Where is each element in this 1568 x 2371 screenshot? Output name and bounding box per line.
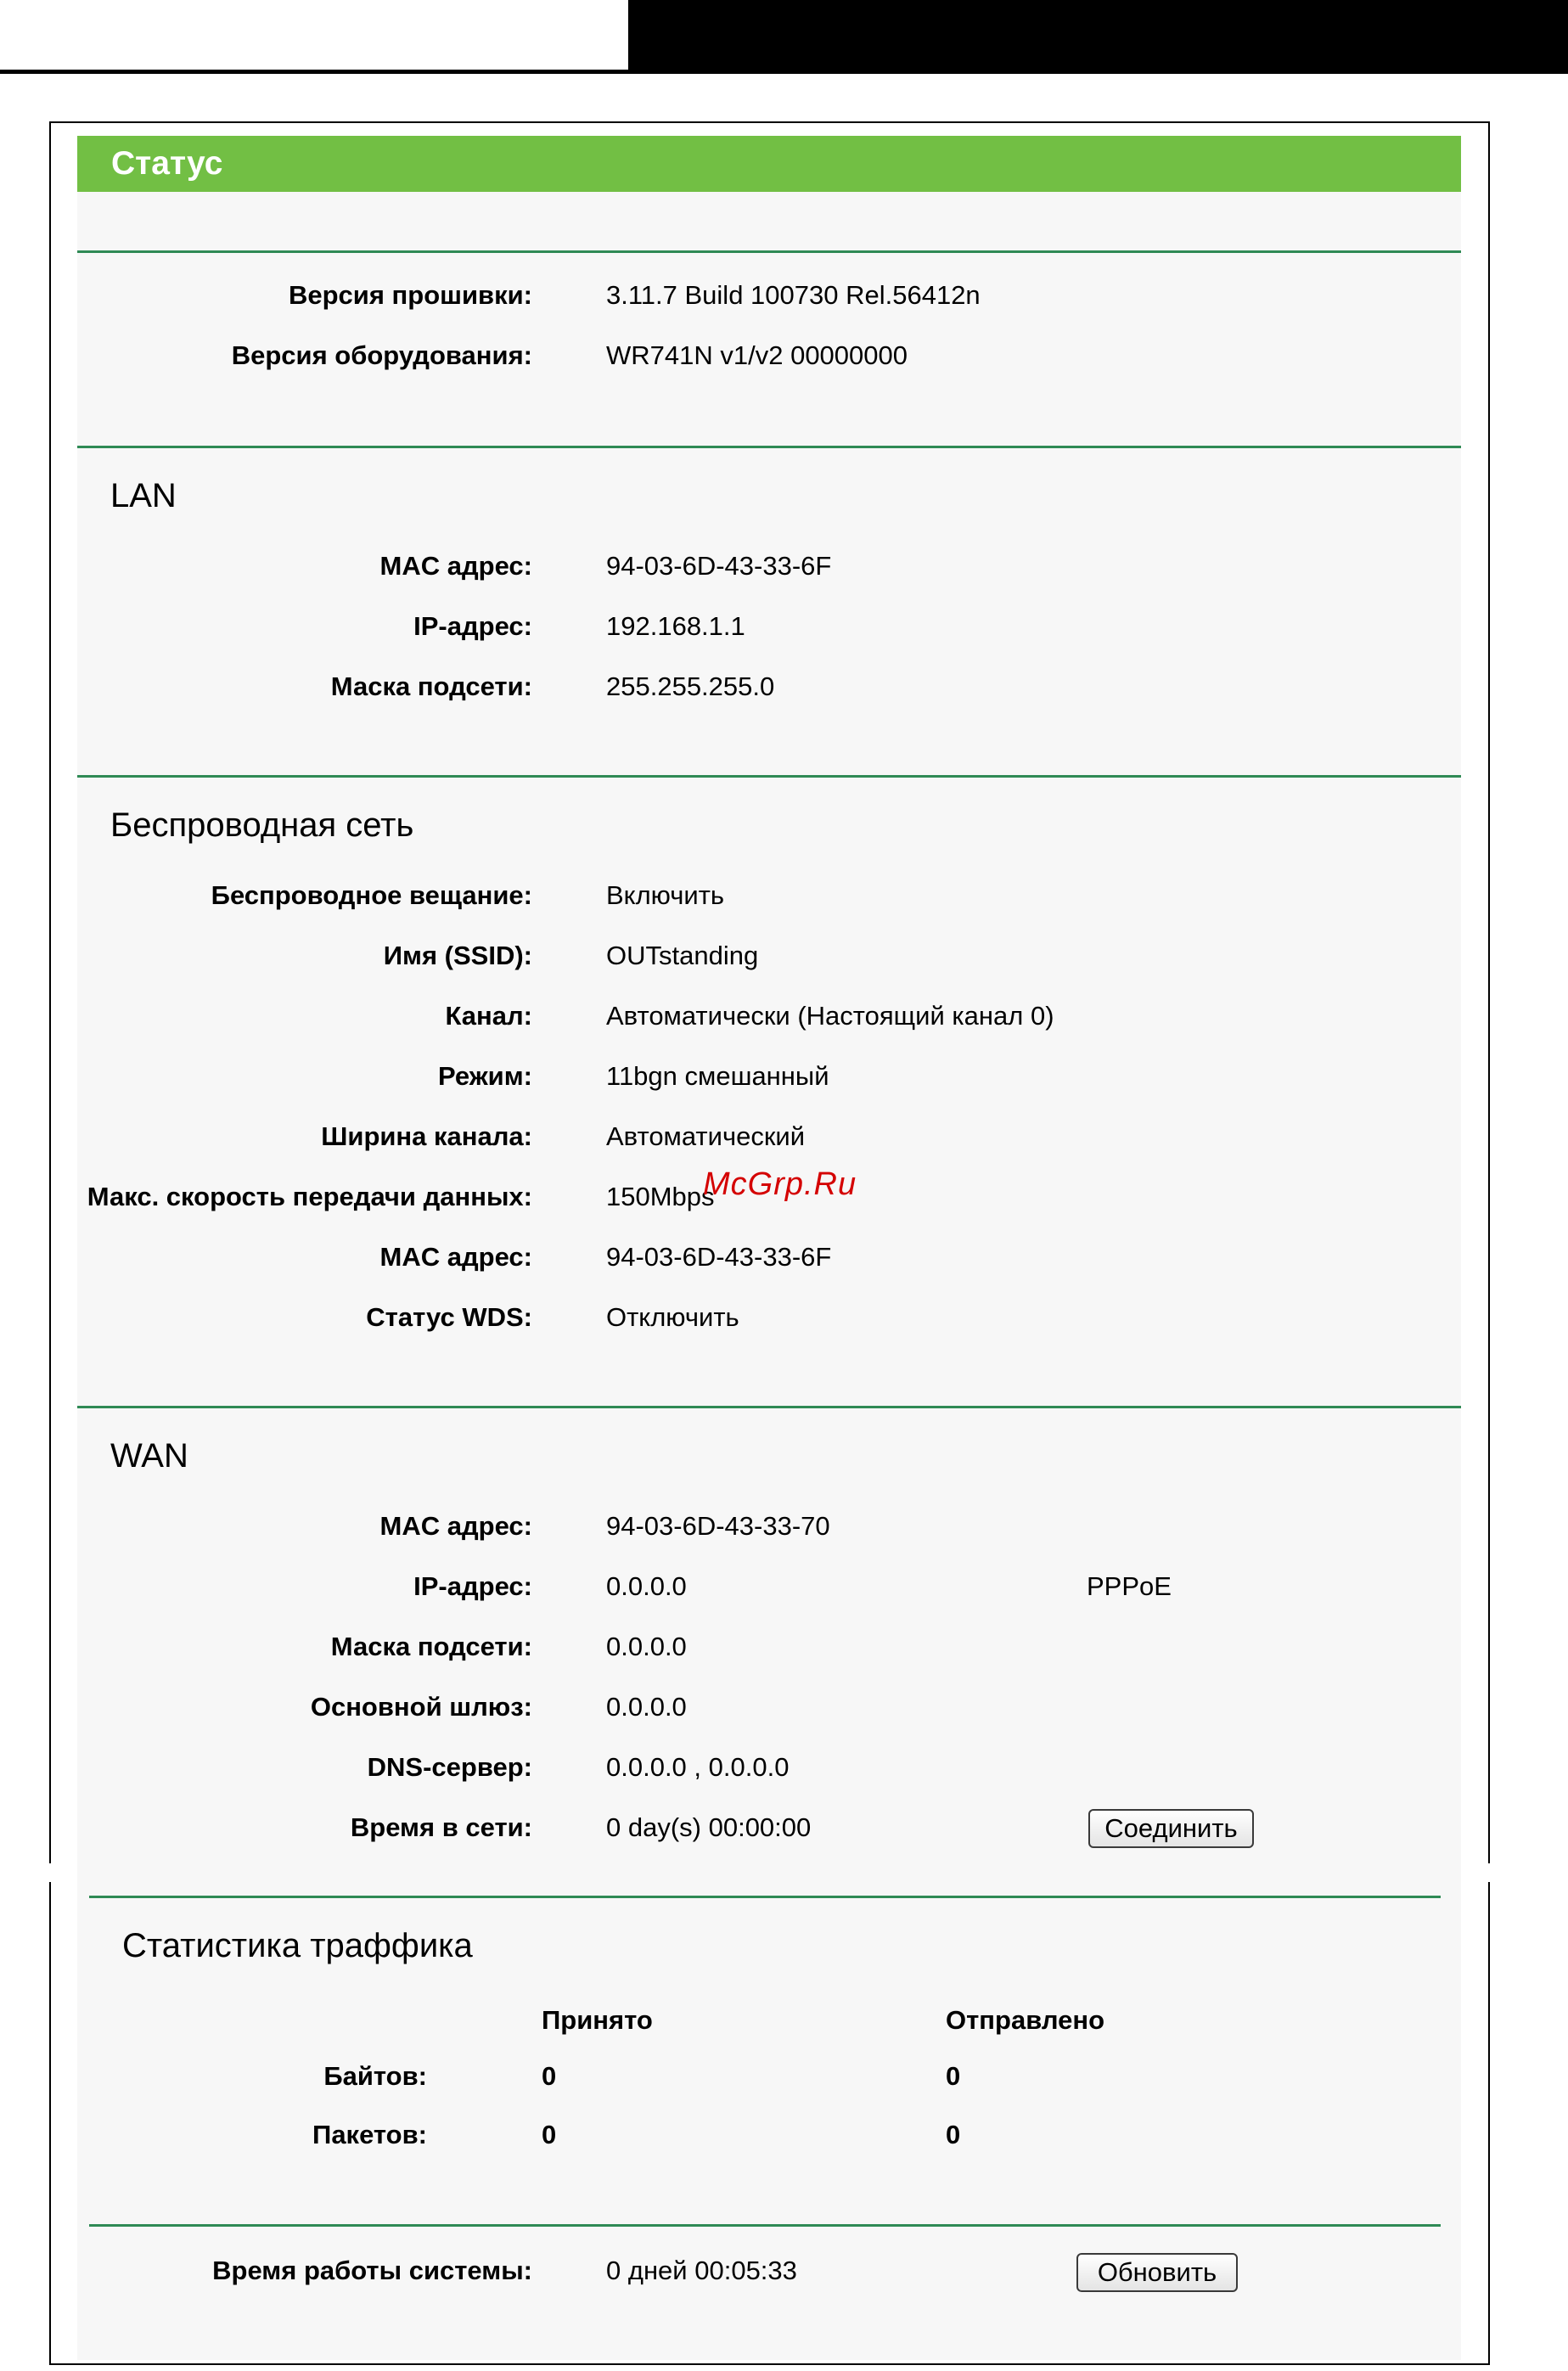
header-black-block xyxy=(628,0,1568,74)
status-title-bar xyxy=(77,136,1461,192)
firmware-version-value: 3.11.7 Build 100730 Rel.56412n xyxy=(606,280,981,310)
uptime-label: Время работы системы: xyxy=(212,2256,532,2285)
wan-mac-label: MAC адрес: xyxy=(379,1511,532,1541)
divider xyxy=(89,1896,1441,1898)
hardware-version-label: Версия оборудования: xyxy=(231,340,532,370)
lan-ip-value: 192.168.1.1 xyxy=(606,611,745,641)
wan-mask-value: 0.0.0.0 xyxy=(606,1632,687,1661)
frame-gap-left xyxy=(46,1863,54,1882)
traffic-packets-sent: 0 xyxy=(946,2120,961,2149)
divider xyxy=(77,250,1461,253)
traffic-bytes-received: 0 xyxy=(542,2061,557,2091)
divider xyxy=(77,775,1461,778)
divider xyxy=(89,2224,1441,2227)
traffic-received-header: Принято xyxy=(542,2005,653,2035)
wan-dns-value: 0.0.0.0 , 0.0.0.0 xyxy=(606,1752,790,1782)
wireless-wds-label: Статус WDS: xyxy=(366,1302,532,1332)
wan-dns-label: DNS-сервер: xyxy=(367,1752,532,1782)
wireless-mac-value: 94-03-6D-43-33-6F xyxy=(606,1242,832,1272)
lan-mac-value: 94-03-6D-43-33-6F xyxy=(606,551,832,581)
wireless-ssid-label: Имя (SSID): xyxy=(383,941,532,970)
wireless-rate-value: 150Mbps xyxy=(606,1182,715,1211)
wireless-mode-value: 11bgn смешанный xyxy=(606,1061,829,1091)
wan-online-time-label: Время в сети: xyxy=(350,1812,532,1842)
page-title: Статус xyxy=(111,145,223,182)
connect-button[interactable]: Соединить xyxy=(1088,1809,1254,1848)
traffic-packets-received: 0 xyxy=(542,2120,557,2149)
wireless-width-label: Ширина канала: xyxy=(321,1121,532,1151)
traffic-bytes-sent: 0 xyxy=(946,2061,961,2091)
hardware-version-value: WR741N v1/v2 00000000 xyxy=(606,340,908,370)
header-rule xyxy=(0,70,628,74)
divider xyxy=(77,1406,1461,1408)
wan-mask-label: Маска подсети: xyxy=(330,1632,532,1661)
traffic-packets-label: Пакетов: xyxy=(312,2120,427,2149)
firmware-version-label: Версия прошивки: xyxy=(288,280,532,310)
uptime-value: 0 дней 00:05:33 xyxy=(606,2256,797,2285)
traffic-sent-header: Отправлено xyxy=(946,2005,1105,2035)
wan-gateway-value: 0.0.0.0 xyxy=(606,1692,687,1722)
wireless-radio-label: Беспроводное вещание: xyxy=(211,880,532,910)
wireless-ssid-value: OUTstanding xyxy=(606,941,759,970)
wireless-rate-label: Макс. скорость передачи данных: xyxy=(87,1182,532,1211)
refresh-button[interactable]: Обновить xyxy=(1076,2253,1238,2292)
watermark-text: McGrp.Ru xyxy=(703,1166,857,1202)
wireless-width-value: Автоматический xyxy=(606,1121,806,1151)
wan-mac-value: 94-03-6D-43-33-70 xyxy=(606,1511,830,1541)
wireless-channel-label: Канал: xyxy=(445,1001,532,1031)
lan-mask-value: 255.255.255.0 xyxy=(606,671,775,701)
wan-section-title: WAN xyxy=(110,1437,188,1475)
wireless-wds-value: Отключить xyxy=(606,1302,739,1332)
wan-online-time-value: 0 day(s) 00:00:00 xyxy=(606,1812,812,1842)
wireless-radio-value: Включить xyxy=(606,880,725,910)
wan-ip-label: IP-адрес: xyxy=(413,1571,532,1601)
lan-ip-label: IP-адрес: xyxy=(413,611,532,641)
traffic-section-title: Статистика траффика xyxy=(122,1927,473,1964)
wireless-section-title: Беспроводная сеть xyxy=(110,806,414,844)
lan-mask-label: Маска подсети: xyxy=(330,671,532,701)
wireless-mode-label: Режим: xyxy=(437,1061,532,1091)
divider xyxy=(77,446,1461,448)
lan-section-title: LAN xyxy=(110,477,177,514)
wireless-mac-label: MAC адрес: xyxy=(379,1242,532,1272)
traffic-bytes-label: Байтов: xyxy=(323,2061,427,2091)
lan-mac-label: MAC адрес: xyxy=(379,551,532,581)
wan-ip-value: 0.0.0.0 xyxy=(606,1571,687,1601)
frame-gap-right xyxy=(1486,1863,1494,1882)
wan-gateway-label: Основной шлюз: xyxy=(310,1692,532,1722)
wireless-channel-value: Автоматически (Настоящий канал 0) xyxy=(606,1001,1054,1031)
wan-connection-type: PPPoE xyxy=(1087,1571,1172,1601)
